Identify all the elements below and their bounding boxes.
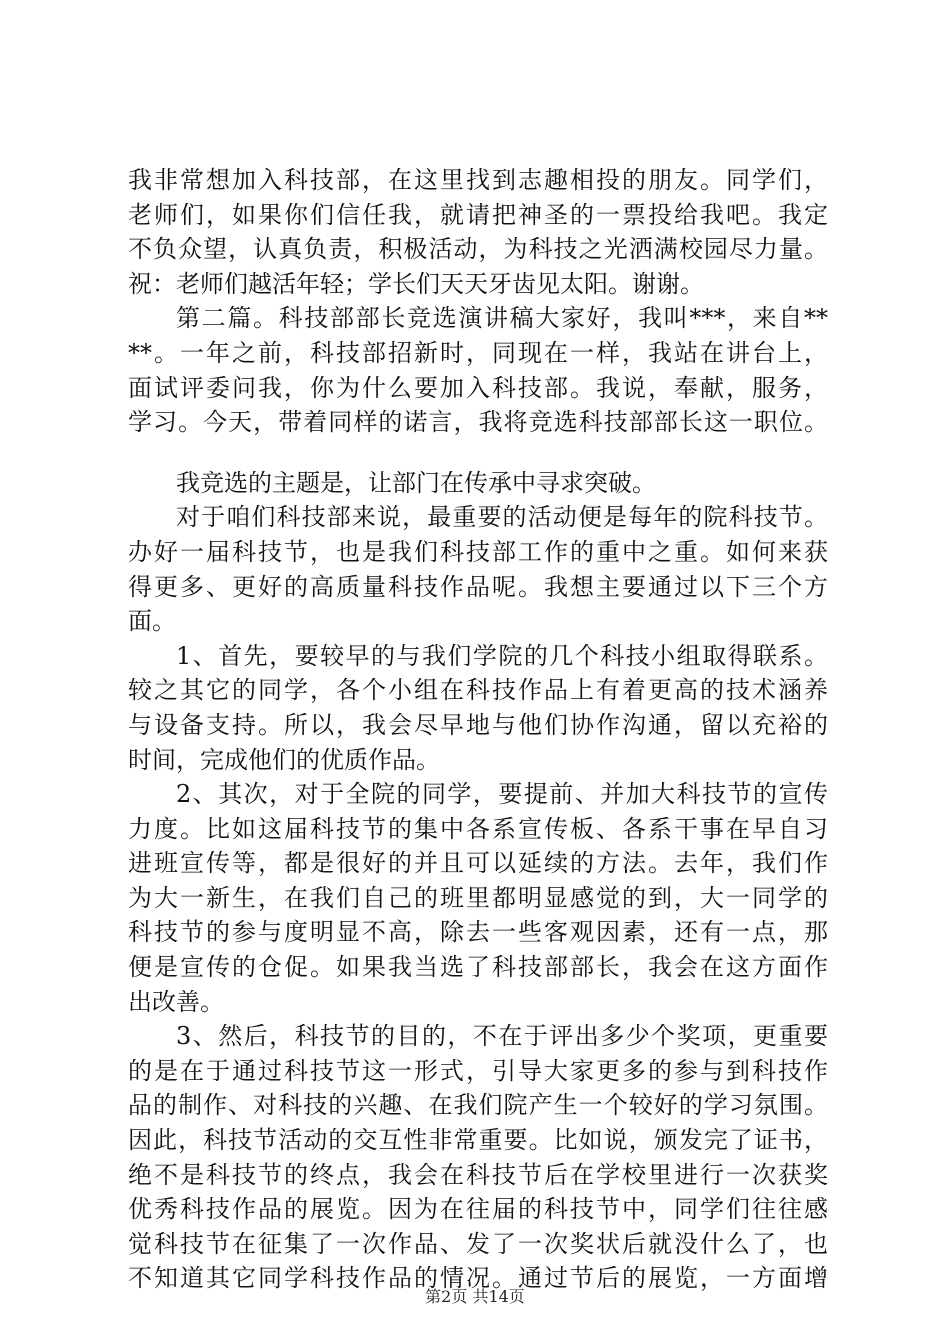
text-line: 老师们，如果你们信任我，就请把神圣的一票投给我吧。我定: [128, 200, 828, 229]
paragraph: [128, 466, 828, 501]
text-line: 品的制作、对科技的兴趣、在我们院产生一个较好的学习氛围。: [128, 1091, 828, 1120]
text-line: 因此，科技节活动的交互性非常重要。比如说，颁发完了证书，: [128, 1126, 828, 1155]
text-line: 不负众望，认真负责，积极活动，为科技之光洒满校园尽力量。: [128, 235, 828, 264]
text-line: 时间，完成他们的优质作品。: [128, 745, 440, 774]
text-line: 出改善。: [128, 987, 224, 1016]
text-line: 我非常想加入科技部，在这里找到志趣相投的朋友。同学们，: [128, 166, 828, 194]
text-line: 办好一届科技节，也是我们科技部工作的重中之重。如何来获: [128, 537, 828, 566]
text-line: 进班宣传等，都是很好的并且可以延续的方法。去年，我们作: [128, 849, 828, 878]
text-line: 面试评委问我，你为什么要加入科技部。我说，奉献，服务，: [128, 373, 828, 402]
text-line: 科技节的参与度明显不高，除去一些客观因素，还有一点，那: [128, 918, 828, 947]
paragraph: [128, 777, 828, 1019]
text-line: 对于咱们科技部来说，最重要的活动便是每年的院科技节。: [176, 503, 828, 532]
text-line: **。一年之前，科技部招新时，同现在一样，我站在讲台上，: [128, 338, 828, 367]
text-line: 面。: [128, 607, 176, 636]
text-line: 绝不是科技节的终点，我会在科技节后在学校里进行一次获奖: [128, 1160, 828, 1189]
paragraph: [128, 163, 828, 301]
text-line: 2、其次，对于全院的同学，要提前、并加大科技节的宣传: [176, 780, 828, 809]
text-line: 较之其它的同学，各个小组在科技作品上有着更高的技术涵养: [128, 676, 828, 705]
text-line: 祝：老师们越活年轻；学长们天天牙齿见太阳。谢谢。: [128, 269, 704, 298]
document-body: [128, 163, 828, 1296]
text-line: 为大一新生，在我们自己的班里都明显感觉的到，大一同学的: [128, 883, 828, 912]
text-line: 优秀科技作品的展览。因为在往届的科技节中，同学们往往感: [128, 1195, 828, 1224]
text-line: 力度。比如这届科技节的集中各系宣传板、各系干事在早自习: [128, 814, 828, 843]
text-line: 我竞选的主题是，让部门在传承中寻求突破。: [176, 468, 656, 497]
text-line: 的是在于通过科技节这一形式，引导大家更多的参与到科技作: [128, 1056, 828, 1085]
text-line: 第二篇。科技部部长竞选演讲稿大家好，我叫***，来自**: [176, 304, 828, 333]
text-line: 1、首先，要较早的与我们学院的几个科技小组取得联系。: [176, 641, 828, 670]
text-line: 3、然后，科技节的目的，不在于评出多少个奖项，更重要: [176, 1022, 828, 1051]
paragraph: [128, 500, 828, 638]
text-line: 得更多、更好的高质量科技作品呢。我想主要通过以下三个方: [128, 572, 828, 601]
page-number-footer: 第2页 共14页: [425, 1287, 525, 1306]
text-line: 不知道其它同学科技作品的情况。通过节后的展览，一方面增: [128, 1264, 828, 1293]
paragraph-spacer: [128, 440, 828, 466]
paragraph: [128, 301, 828, 439]
text-line: 觉科技节在征集了一次作品、发了一次奖状后就没什么了，也: [128, 1229, 828, 1258]
text-line: 与设备支持。所以，我会尽早地与他们协作沟通，留以充裕的: [128, 710, 828, 739]
text-line: 学习。今天，带着同样的诺言，我将竞选科技部部长这一职位。: [128, 408, 828, 437]
text-line: 便是宣传的仓促。如果我当选了科技部部长，我会在这方面作: [128, 953, 828, 982]
paragraph: [128, 1019, 828, 1296]
paragraph: [128, 639, 828, 777]
